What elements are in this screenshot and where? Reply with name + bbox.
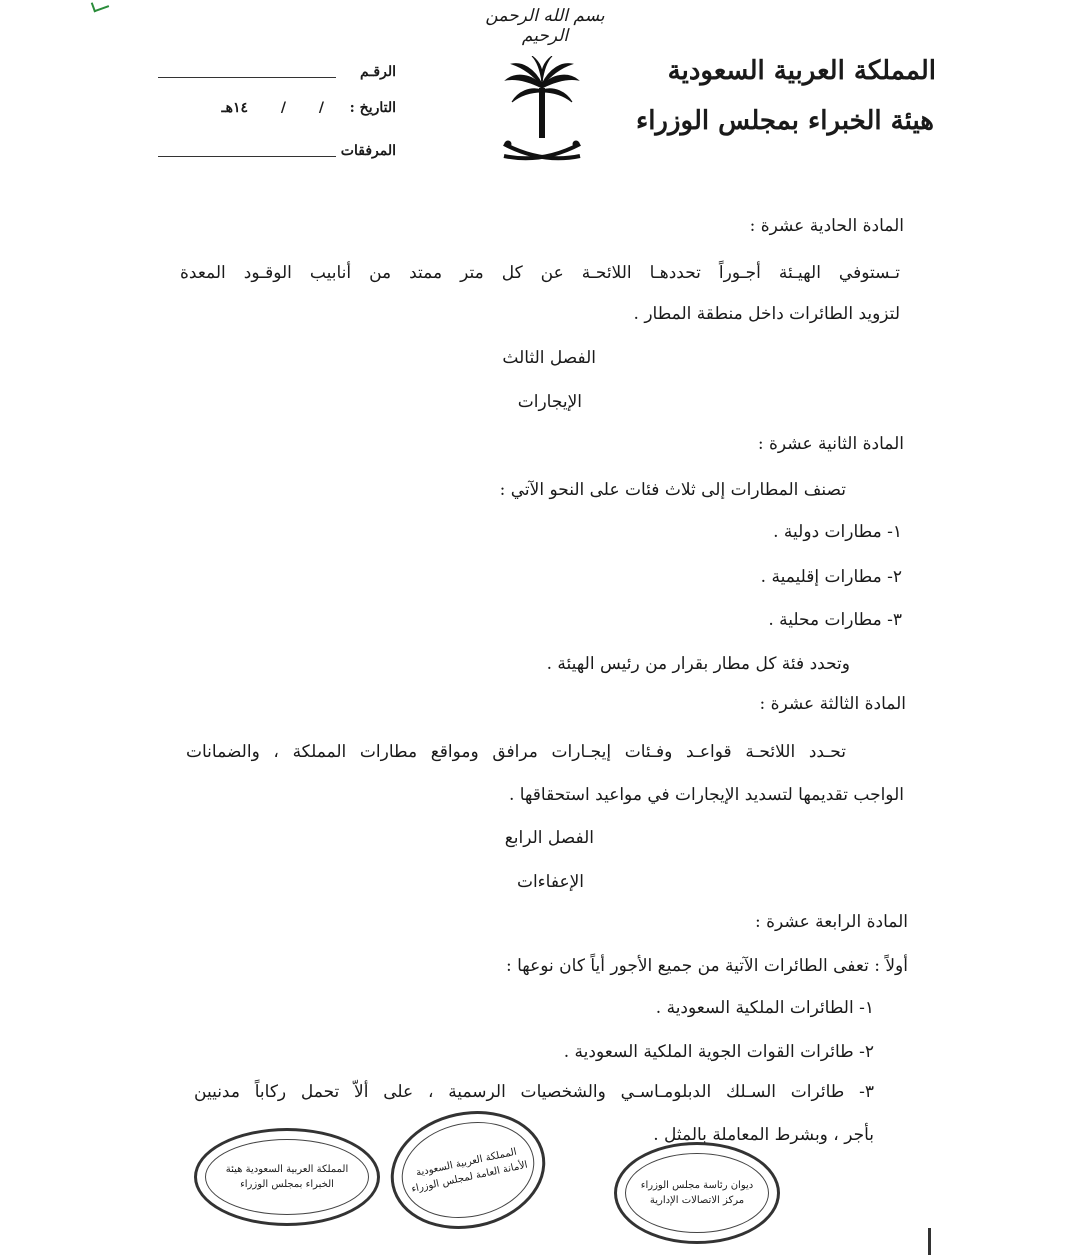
article-12-item-3: ٣- مطارات محلية . bbox=[768, 610, 902, 630]
margin-mark bbox=[928, 1228, 931, 1255]
article-12-title: المادة الثانية عشرة : bbox=[757, 434, 904, 454]
stamp-right-text: ديوان رئاسة مجلس الوزراء مركز الاتصالات الإدارية bbox=[640, 1180, 754, 1206]
article-12-note: وتحدد فئة كل مطار بقرار من رئيس الهيئة . bbox=[546, 654, 850, 674]
article-14-item-2: ٢- طائرات القوات الجوية الملكية السعودية . bbox=[563, 1042, 874, 1062]
ref-rule bbox=[158, 76, 336, 78]
article-11-title: المادة الحادية عشرة : bbox=[749, 216, 904, 236]
article-13-line-2: الواجب تقديمها لتسديد الإيجارات في مواعيد استحقاقها . bbox=[508, 785, 904, 805]
article-11-line-2: لتزويد الطائرات داخل منطقة المطار . bbox=[633, 304, 900, 324]
stamp-left-text: المملكة العربية السعودية هيئة الخبراء بمجلس الوزراء bbox=[225, 1164, 349, 1190]
edge-mark bbox=[91, 0, 109, 12]
chapter-3-heading: الفصل الثالث bbox=[502, 348, 596, 368]
article-12-item-2: ٢- مطارات إقليمية . bbox=[760, 567, 902, 587]
ref-label: الرقـم bbox=[360, 64, 396, 80]
official-stamp-left bbox=[194, 1128, 380, 1226]
article-11-line-1: تـستوفي الهيـئة أجـوراً تحددهـا اللائحـة عن كل متر ممتد من أنابيب الوقـود المعدة bbox=[180, 263, 900, 283]
date-label: التاريخ : bbox=[349, 100, 396, 116]
chapter-4-title: الإعفاءات bbox=[516, 872, 584, 892]
attachments-rule bbox=[158, 155, 336, 157]
official-stamp-center bbox=[380, 1097, 557, 1243]
kingdom-name: المملكة العربية السعودية bbox=[667, 56, 936, 86]
article-12-item-1: ١- مطارات دولية . bbox=[773, 522, 902, 542]
article-14-item-3-cont: بأجر ، وبشرط المعاملة بالمثل . bbox=[653, 1125, 874, 1145]
article-13-title: المادة الثالثة عشرة : bbox=[759, 694, 906, 714]
chapter-4-heading: الفصل الرابع bbox=[504, 828, 594, 848]
saudi-emblem bbox=[492, 56, 592, 176]
article-14-item-1: ١- الطائرات الملكية السعودية . bbox=[655, 998, 874, 1018]
article-14-item-3: ٣- طائرات السـلك الدبلومـاسـي والشخصيات الرسمية ، على ألاّ تحمل ركاباً مدنيين bbox=[194, 1082, 874, 1102]
agency-name: هيئة الخبراء بمجلس الوزراء bbox=[635, 106, 934, 136]
attachments-label: المرفقات bbox=[340, 143, 396, 159]
article-14-first: أولاً : تعفى الطائرات الآتية من جميع الأجور أياً كان نوعها : bbox=[505, 956, 908, 976]
stamp-center-text: المملكة العربية السعودية الأمانة العامة لمجلس الوزراء bbox=[410, 1146, 529, 1196]
article-12-intro: تصنف المطارات إلى ثلاث فئات على النحو الآتي : bbox=[499, 480, 846, 500]
date-value: / / ١٤هـ bbox=[221, 100, 324, 116]
article-14-title: المادة الرابعة عشرة : bbox=[755, 912, 908, 932]
official-stamp-right bbox=[614, 1142, 780, 1244]
article-13-line-1: تحـدد اللائحـة قواعـد وفـئات إيجـارات مرافق ومواقع مطارات المملكة ، والضمانات bbox=[186, 742, 846, 762]
basmala: بسم الله الرحمن الرحيم bbox=[485, 6, 605, 46]
chapter-3-title: الإيجارات bbox=[517, 392, 582, 412]
